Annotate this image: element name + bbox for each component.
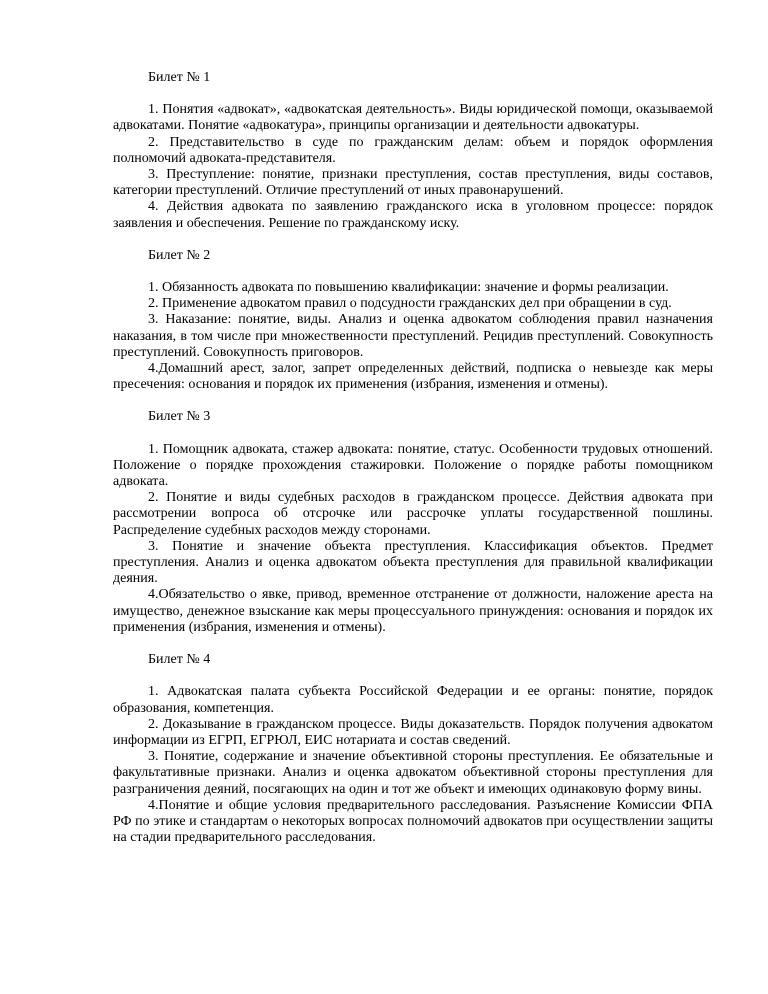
question-item: 3. Понятие и значение объекта преступления. Классификация объектов. Предмет преступления. Анализ и оценка адвокатом объекта преступления для правильной квалификации деяния. [113, 538, 713, 587]
question-item: 3. Понятие, содержание и значение объективной стороны преступления. Ее обязательные и факультативные признаки. Анализ и оценка адвокатом объективной стороны преступления для разграничения деяний, посягающих на один и тот же объект и имеющих одинаковую форму вины. [113, 749, 713, 797]
ticket-title: Билет № 2 [148, 247, 211, 263]
question-item: 4.Понятие и общие условия предварительного расследования. Разъяснение Комиссии ФПА РФ по этике и стандартам о некоторых вопросах полномочий адвокатов при осуществлении защиты на стадии предварительного расследования. [113, 797, 713, 846]
question-item: 4.Домашний арест, залог, запрет определенных действий, подписка о невыезде как меры пресечения: основания и порядок их применения (избрания, изменения и отмены). [113, 361, 713, 393]
ticket-title: Билет № 4 [148, 652, 211, 668]
ticket-title: Билет № 1 [148, 70, 211, 85]
question-item: 4. Действия адвоката по заявлению гражданского иска в уголовном процессе: порядок заявления и обеспечения. Решение по гражданскому иску. [113, 199, 713, 231]
question-item: 2. Понятие и виды судебных расходов в гражданском процессе. Действия адвоката при рассмотрении вопроса об отсрочке или рассрочке уплаты государственной пошлины. Распределение судебных расходов между сторонами. [113, 490, 713, 538]
question-item: 3. Преступление: понятие, признаки преступления, состав преступления, виды составов, категории преступлений. Отличие преступлений от иных правонарушений. [113, 167, 713, 199]
question-item: 1. Понятия «адвокат», «адвокатская деятельность». Виды юридической помощи, оказываемой адвокатами. Понятие «адвокатура», принципы организации и деятельности адвокатуры. [113, 102, 713, 134]
question-item: 3. Наказание: понятие, виды. Анализ и оценка адвокатом соблюдения правил назначения наказания, в том числе при множественности преступлений. Рецидив преступлений. Совокупность преступлений. Совокупность приговоров. [113, 312, 713, 360]
question-item: 1. Обязанность адвоката по повышению квалификации: значение и формы реализации. [148, 280, 669, 296]
ticket-2 [113, 248, 713, 394]
ticket-title: Билет № 3 [148, 409, 211, 425]
question-item: 1. Адвокатская палата субъекта Российской Федерации и ее органы: понятие, порядок образования, компетенция. [113, 684, 713, 716]
question-item: 2. Доказывание в гражданском процессе. Виды доказательств. Порядок получения адвокатом информации из ЕГРП, ЕГРЮЛ, ЕИС нотариата и состав сведений. [113, 716, 713, 748]
question-item: 1. Помощник адвоката, стажер адвоката: понятие, статус. Особенности трудовых отношений. Положение о порядке прохождения стажировки. Положение о порядке работы помощником адвоката. [113, 441, 713, 490]
question-item: 4.Обязательство о явке, привод, временное отстранение от должности, наложение ареста на имущество, денежное взыскание как меры процессуального принуждения: основания и порядок их применения (избрания, изменения и отмены). [113, 587, 713, 635]
ticket-4 [113, 652, 713, 846]
ticket-1 [113, 70, 713, 232]
question-item: 2. Применение адвокатом правил о подсудности гражданских дел при обращении в суд. [148, 296, 672, 312]
question-item: 2. Представительство в суде по гражданским делам: объем и порядок оформления полномочий адвоката-представителя. [113, 134, 713, 166]
ticket-3 [113, 409, 713, 636]
document-page [113, 70, 713, 846]
